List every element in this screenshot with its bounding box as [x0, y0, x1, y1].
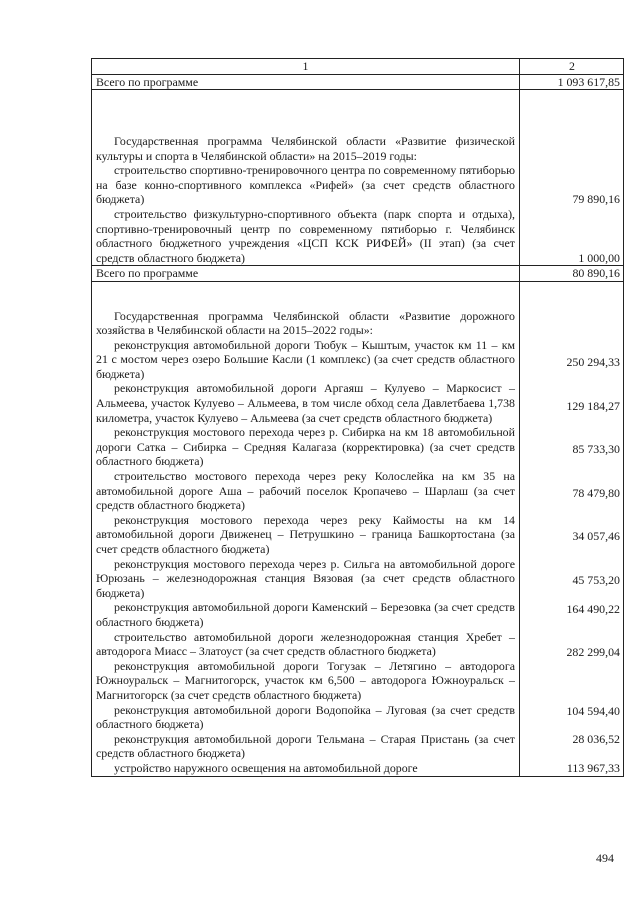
program-values — [520, 90, 624, 266]
list-item: реконструкция автомобильной дороги Тельмана – Старая Пристань (за счет средств областного бюджета) — [96, 731, 515, 761]
list-item: устройство наружного освещения на автомобильной дороге — [114, 760, 418, 775]
program-items — [92, 281, 520, 776]
total-value: 1 093 617,85 — [520, 74, 624, 90]
page-number: 494 — [596, 851, 614, 865]
column-header-2: 2 — [520, 59, 624, 75]
item-value: 79 890,16 — [572, 192, 620, 207]
program-values — [520, 281, 624, 776]
item-value: 113 967,33 — [566, 760, 620, 775]
item-value: 34 057,46 — [572, 529, 620, 544]
item-value: 250 294,33 — [566, 354, 620, 369]
column-header-1: 1 — [92, 59, 520, 75]
list-item: строительство спортивно-тренировочного центра по современному пятиборью на базе конно-спортивного комплекса «Рифей» (за счет средств областного бюджета) — [96, 163, 515, 207]
list-item: реконструкция автомобильной дороги Тогузак – Летягино – автодорога Южноуральск – Магнитогорск, участок км 6,500 – автодорога Южноуральск – Магнитогорск (за счет средств областного бюджета) — [96, 658, 515, 702]
total-row — [92, 266, 624, 282]
list-item: реконструкция автомобильной дороги Тюбук – Кыштым, участок км 11 – км 21 с мостом через озеро Большие Касли (1 комплекс) (за счет средств областного бюджета) — [96, 337, 515, 381]
list-item: реконструкция мостового перехода через реку Каймосты на км 14 автомобильной дороги Движенец – Петрушкино – граница Башкортостана (за счет средств областного бюджета) — [96, 512, 515, 556]
list-item: реконструкция мостового перехода через р. Сильга на автомобильной дороге Юрюзань – железнодорожная станция Вязовая (за счет средств областного бюджета) — [96, 556, 515, 600]
program-block-roads — [92, 281, 624, 776]
list-item: реконструкция автомобильной дороги Аргаяш – Кулуево – Маркосист – Альмеева, участок Кулуево – Альмеева, в том числе обход села Давлетбаева 1,738 километра, участок Кулуево – Альмеева (за счет средств областного бюджета) — [96, 381, 515, 425]
item-value: 129 184,27 — [566, 398, 620, 413]
item-value: 45 753,20 — [572, 572, 620, 587]
item-value: 85 733,30 — [572, 442, 620, 457]
program-title: Государственная программа Челябинской области «Развитие физической культуры и спорта в Челябинской области» на 2015–2019 годы: — [96, 134, 515, 163]
item-value: 28 036,52 — [572, 732, 620, 747]
list-item: строительство физкультурно-спортивного объекта (парк спорта и отдыха), спортивно-тренировочный центр по современному пятиборью г. Челябинск областного бюджетного учреждения «ЦСП КСК РИФЕЙ» (II этап) (за счет средств областного бюджета) — [96, 207, 515, 265]
table-header-row — [92, 59, 624, 75]
total-row — [92, 74, 624, 90]
item-value: 78 479,80 — [572, 485, 620, 500]
list-item: реконструкция мостового перехода через р. Сибирка на км 18 автомобильной дороги Сатка – Сибирка – Средняя Калагаза (корректировка) (за счет средств областного бюджета) — [96, 425, 515, 469]
list-item: реконструкция автомобильной дороги Каменский – Березовка (за счет средств областного бюджета) — [96, 600, 515, 629]
budget-table — [91, 58, 624, 777]
list-item: строительство автомобильной дороги железнодорожная станция Хребет – автодорога Миасс – Златоуст (за счет средств областного бюджета) — [96, 629, 515, 659]
program-block-sport — [92, 90, 624, 266]
program-title: Государственная программа Челябинской области «Развитие дорожного хозяйства в Челябинской области на 2015–2022 годы»: — [96, 308, 515, 338]
total-label: Всего по программе — [92, 266, 520, 282]
list-item: реконструкция автомобильной дороги Водопойка – Луговая (за счет средств областного бюджета) — [96, 702, 515, 732]
item-value: 104 594,40 — [566, 703, 620, 718]
total-value: 80 890,16 — [520, 266, 624, 282]
program-items — [92, 90, 520, 266]
item-value: 1 000,00 — [578, 250, 620, 265]
item-value: 282 299,04 — [566, 645, 620, 660]
item-value: 164 490,22 — [566, 601, 620, 616]
list-item: строительство мостового перехода через реку Колослейка на км 35 на автомобильной дороге Аша – рабочий поселок Кропачево – Шарлаш (за счет средств областного бюджета) — [96, 469, 515, 513]
total-label: Всего по программе — [92, 74, 520, 90]
